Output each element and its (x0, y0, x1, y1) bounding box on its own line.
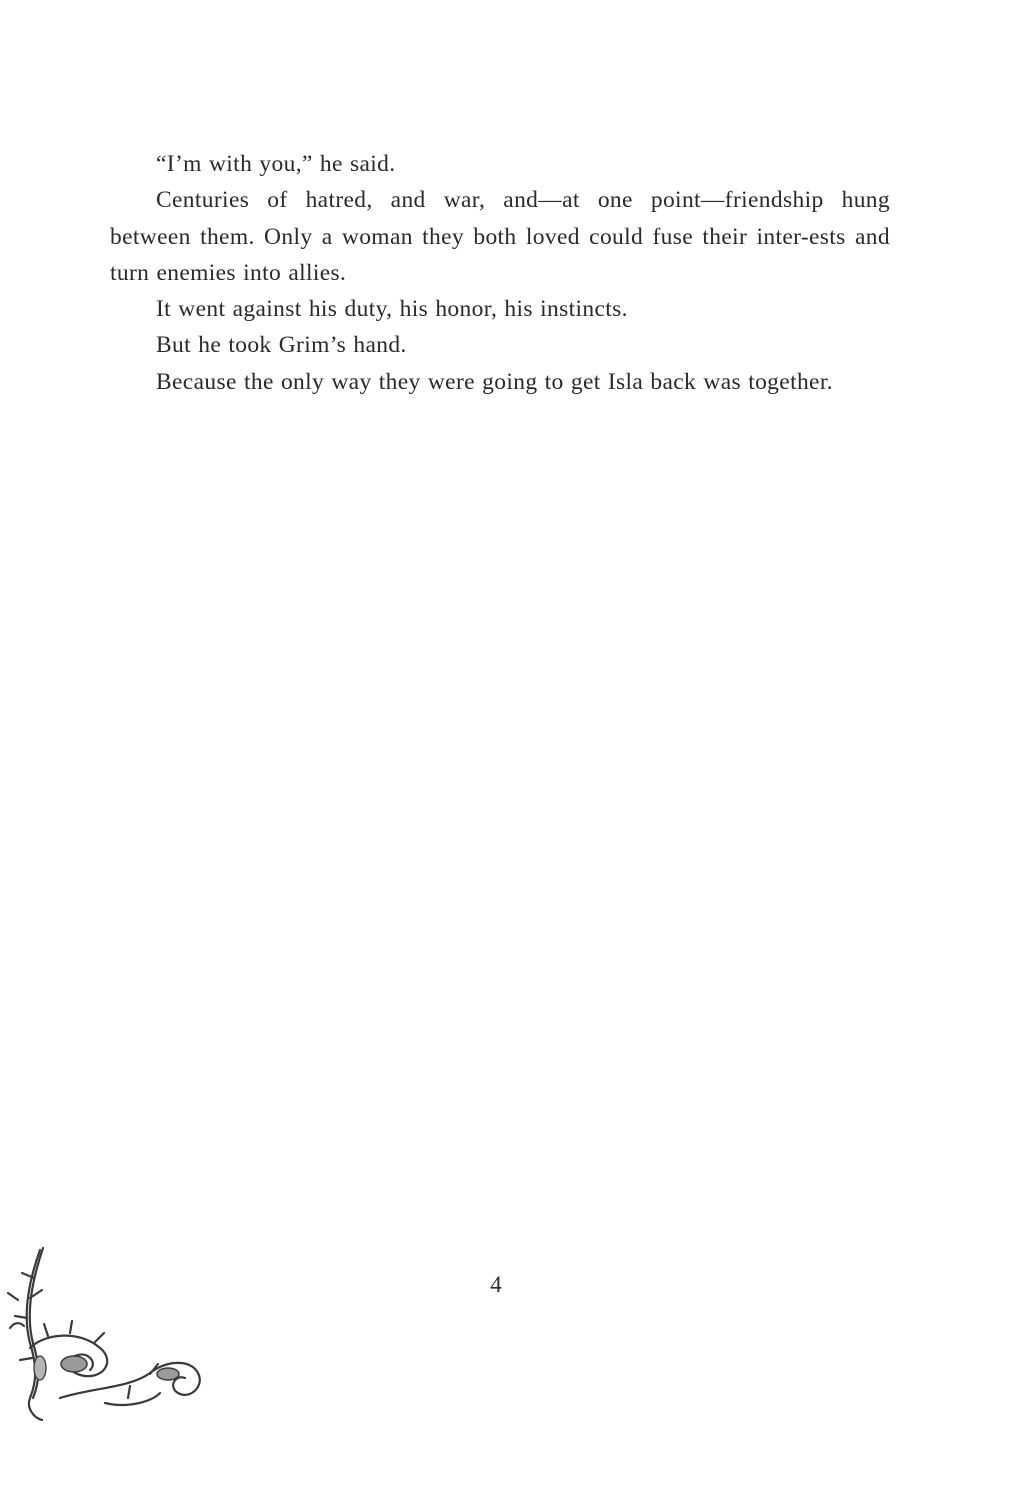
paragraph-hand: But he took Grim’s hand. (156, 332, 407, 359)
paragraph-centuries: Centuries of hatred, and war, and—at one point—friendship hung between them. Only a woman they both loved could fuse their inter-ests and turn enemies into allies. (110, 187, 890, 286)
paragraph-dialogue: “I’m with you,” he said. (156, 151, 396, 177)
body-text (110, 146, 890, 400)
thorny-vine-ornament-icon (0, 1238, 215, 1428)
paragraph-duty: It went against his duty, his honor, his instincts. (156, 296, 628, 323)
page-number: 4 (490, 1272, 502, 1297)
paragraph-together: Because the only way they were going to get Isla back was together. (156, 368, 833, 395)
